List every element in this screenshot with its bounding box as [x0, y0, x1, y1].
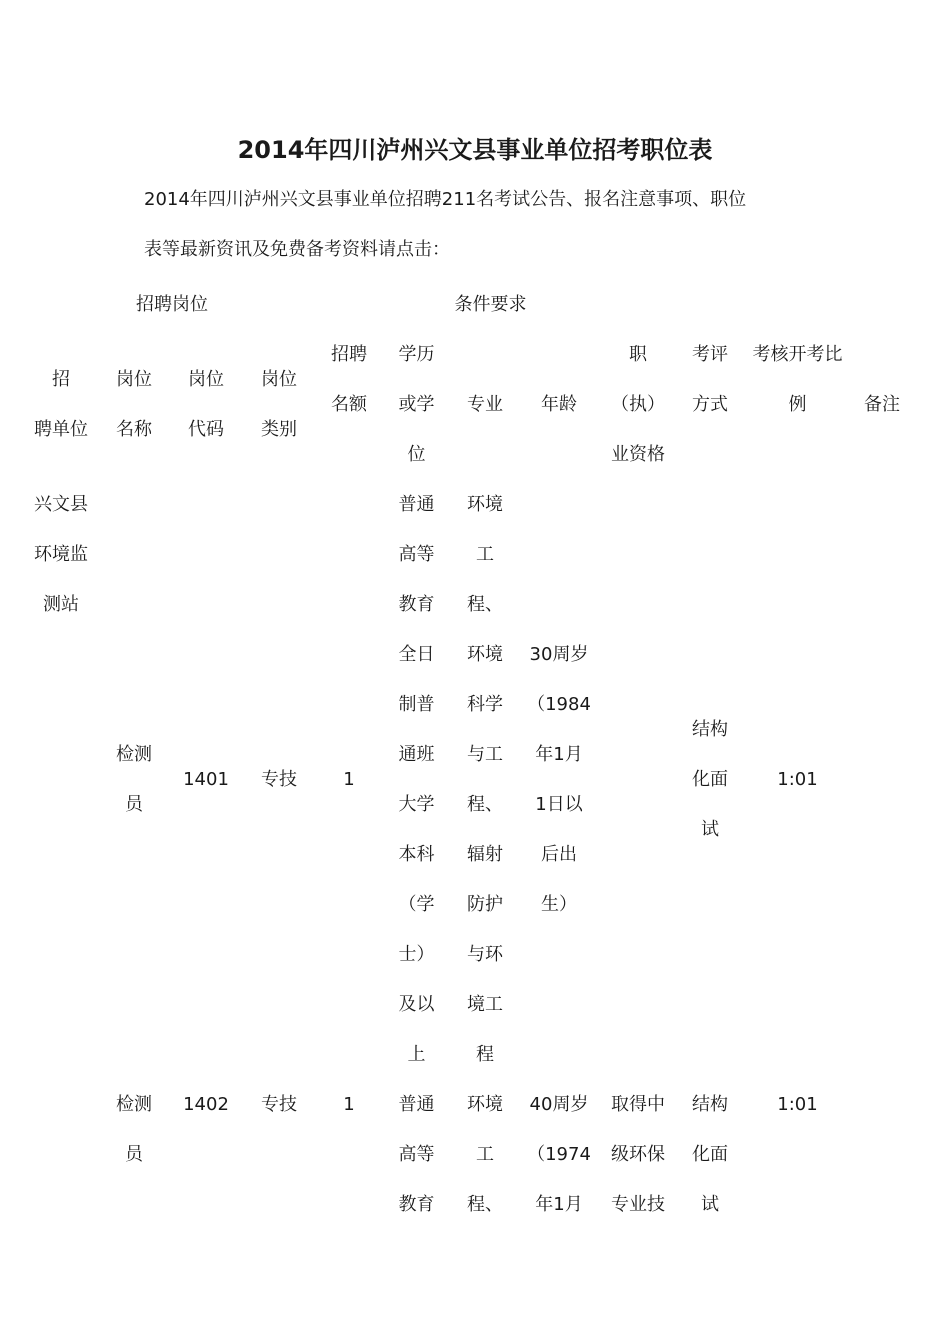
row-1-major: 环境 工 程、 环境 科学 与工 程、 辐射 防护 与环 境工 程: [467, 494, 503, 1065]
row-2-remark: [854, 1080, 910, 1250]
header-post-code: 岗位 代码: [188, 369, 224, 440]
header-age: 年龄: [541, 394, 577, 415]
row-2-post-type: 专技: [261, 1094, 297, 1115]
row-2-ratio: 1:01: [777, 1094, 818, 1115]
intro-text-line-1: 2014年四川泸州兴文县事业单位招聘211名考试公告、报名注意事项、职位: [144, 189, 747, 210]
row-1-qualification: [597, 480, 679, 1080]
row-1-ratio: 1:01: [777, 769, 818, 790]
row-1-post-type: 专技: [261, 769, 297, 790]
row-1-age: 30周岁 （1984 年1月 1日以 后出 生）: [527, 644, 591, 915]
header-remark: 备注: [864, 394, 900, 415]
row-2-age: 40周岁 （1974 年1月: [527, 1094, 591, 1215]
unit-name: 兴文县 环境监 测站: [34, 494, 88, 615]
row-2-post-code: 1402: [183, 1094, 229, 1115]
header-post-name: 岗位 名称: [116, 369, 152, 440]
group-header-conditions: 条件要求: [454, 294, 527, 315]
row-2-exam-method: 结构 化面 试: [692, 1094, 728, 1215]
row-1-remark: [854, 480, 910, 1080]
row-2-education: 普通 高等 教育: [398, 1094, 435, 1215]
header-unit: 招 聘单位: [34, 369, 88, 440]
intro-text-line-2: 表等最新资讯及免费备考资料请点击：: [144, 239, 450, 260]
header-qualification: 职 （执） 业资格: [611, 344, 665, 465]
header-ratio: 考核开考比 例: [752, 344, 843, 415]
header-quota: 招聘 名额: [331, 344, 367, 415]
row-1-education: 普通 高等 教育 全日 制普 通班 大学 本科 （学 士） 及以 上: [398, 494, 435, 1065]
header-major: 专业: [467, 394, 503, 415]
row-2-qualification: 取得中 级环保 专业技: [611, 1094, 665, 1215]
header-exam-method: 考评 方式: [692, 344, 728, 415]
row-2-post-name: 检测 员: [116, 1094, 152, 1165]
row-2-quota: 1: [343, 1094, 355, 1115]
row-1-exam-method: 结构 化面 试: [692, 719, 728, 840]
row-2-major: 环境 工 程、: [467, 1094, 503, 1215]
row-1-quota: 1: [343, 769, 355, 790]
group-header-post: 招聘岗位: [136, 294, 208, 315]
row-1-post-name: 检测 员: [116, 744, 152, 815]
header-post-type: 岗位 类别: [261, 369, 297, 440]
row-1-post-code: 1401: [183, 769, 229, 790]
document-title: 2014年四川泸州兴文县事业单位招考职位表: [237, 136, 713, 164]
header-education: 学历 或学 位: [398, 344, 435, 465]
